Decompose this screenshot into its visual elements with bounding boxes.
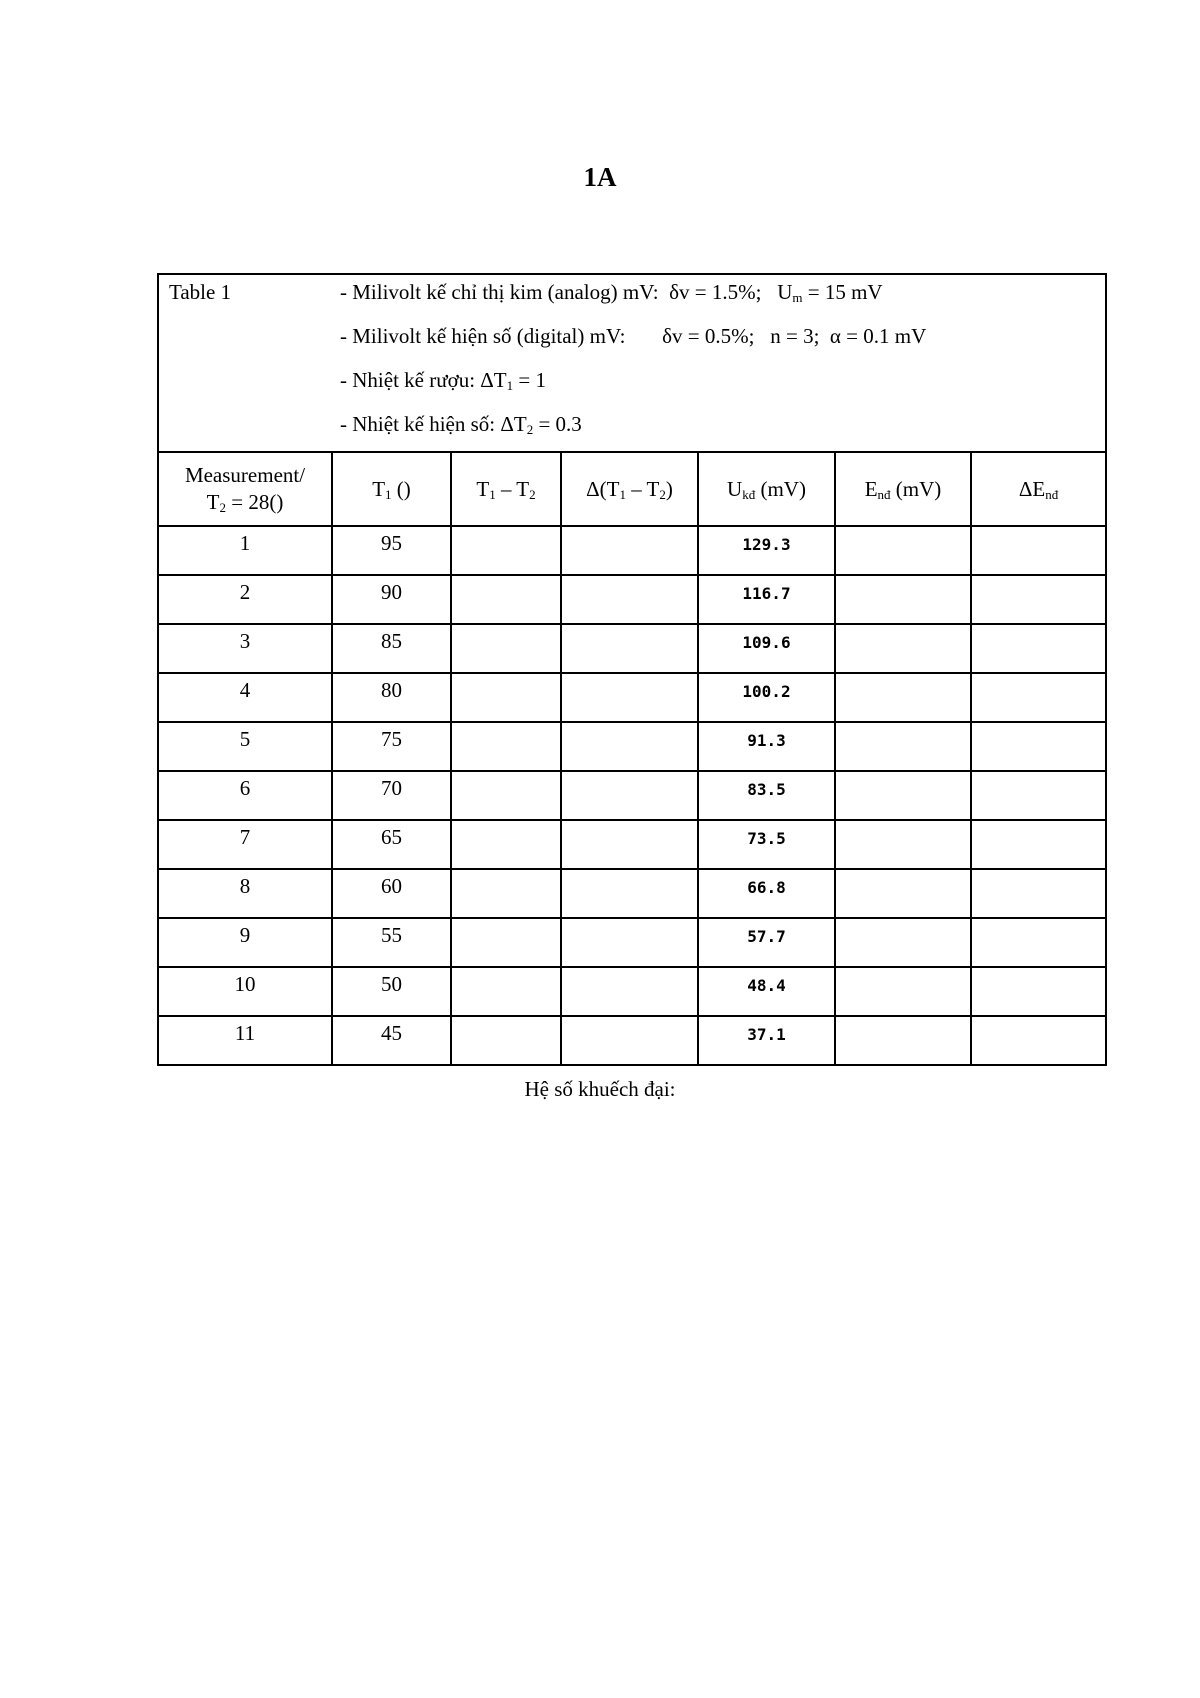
cell-measurement-no: 11: [158, 1016, 332, 1065]
page-title: 1A: [583, 162, 617, 192]
cell-delta-t1-minus-t2: [561, 918, 698, 967]
cell-ukd: [698, 869, 835, 918]
cell-t1: 45: [332, 1016, 451, 1065]
header-ukd: $U_{kđ}$ (mV): [698, 452, 835, 526]
cell-measurement-no: 2: [158, 575, 332, 624]
cell-delta-end: [971, 673, 1106, 722]
cell-t1-minus-t2: [451, 575, 561, 624]
cell-t1-minus-t2: [451, 624, 561, 673]
cell-ukd: [698, 771, 835, 820]
cell-end: [835, 869, 971, 918]
cell-delta-end: [971, 967, 1106, 1016]
cell-delta-end: [971, 771, 1106, 820]
spec-digital-millivoltmeter: - Milivolt kế hiện số (digital) mV: δv = 0.5%; n = 3; α = 0.1 mV: [340, 324, 927, 348]
cell-t1-minus-t2: [451, 967, 561, 1016]
ukd-value: 116.7: [742, 584, 791, 603]
ukd-value: 83.5: [747, 780, 786, 799]
cell-end: [835, 526, 971, 575]
cell-ukd: [698, 722, 835, 771]
cell-t1-minus-t2: [451, 771, 561, 820]
table-row: [158, 526, 1106, 575]
cell-t1: 50: [332, 967, 451, 1016]
table-row: [158, 918, 1106, 967]
cell-delta-end: [971, 624, 1106, 673]
header-measurement: Measurement/ $T_2 = 28()$: [158, 452, 332, 526]
ukd-value: 66.8: [747, 878, 786, 897]
cell-ukd: [698, 1016, 835, 1065]
cell-delta-t1-minus-t2: [561, 624, 698, 673]
header-delta-t1-minus-t2: $\Delta(T_1 - T_2)$: [561, 452, 698, 526]
ukd-value: 91.3: [747, 731, 786, 750]
cell-delta-t1-minus-t2: [561, 771, 698, 820]
table-row: [158, 722, 1106, 771]
cell-end: [835, 575, 971, 624]
cell-ukd: [698, 918, 835, 967]
cell-measurement-no: 5: [158, 722, 332, 771]
cell-t1-minus-t2: [451, 918, 561, 967]
table-info-cell: [158, 274, 1106, 452]
cell-t1: 85: [332, 624, 451, 673]
measurement-table: [157, 273, 1107, 1066]
instrument-specs: [340, 280, 926, 456]
gain-label: Hệ số khuếch đại:: [524, 1077, 676, 1101]
table-row: [158, 967, 1106, 1016]
cell-end: [835, 1016, 971, 1065]
cell-end: [835, 722, 971, 771]
spec-analog-millivoltmeter: - Milivolt kế chỉ thị kim (analog) mV: δv = 1.5%; $U_m = 15$ mV: [340, 280, 883, 305]
header-t1: $T_1$ (): [332, 452, 451, 526]
cell-delta-t1-minus-t2: [561, 1016, 698, 1065]
ukd-value: 129.3: [742, 535, 791, 554]
cell-ukd: [698, 820, 835, 869]
cell-delta-t1-minus-t2: [561, 575, 698, 624]
cell-measurement-no: 9: [158, 918, 332, 967]
ukd-value: 48.4: [747, 976, 786, 995]
cell-t1-minus-t2: [451, 526, 561, 575]
cell-t1: 80: [332, 673, 451, 722]
ukd-value: 37.1: [747, 1025, 786, 1044]
spec-digital-thermometer: - Nhiệt kế hiện số: $\Delta T_2 = 0.3$: [340, 412, 582, 437]
cell-ukd: [698, 624, 835, 673]
table-row: [158, 673, 1106, 722]
cell-measurement-no: 3: [158, 624, 332, 673]
table-header-row: [158, 452, 1106, 526]
header-t1-minus-t2: $T_1 - T_2$: [451, 452, 561, 526]
table-row: [158, 771, 1106, 820]
cell-t1: 70: [332, 771, 451, 820]
cell-delta-end: [971, 820, 1106, 869]
table-row: [158, 869, 1106, 918]
table-body: [158, 526, 1106, 1065]
cell-t1-minus-t2: [451, 1016, 561, 1065]
ukd-value: 100.2: [742, 682, 791, 701]
cell-delta-end: [971, 575, 1106, 624]
table-info-row: [158, 274, 1106, 452]
cell-end: [835, 624, 971, 673]
cell-ukd: [698, 575, 835, 624]
cell-delta-t1-minus-t2: [561, 673, 698, 722]
cell-t1-minus-t2: [451, 722, 561, 771]
cell-delta-t1-minus-t2: [561, 526, 698, 575]
cell-end: [835, 967, 971, 1016]
cell-measurement-no: 1: [158, 526, 332, 575]
cell-measurement-no: 7: [158, 820, 332, 869]
spec-alcohol-thermometer: - Nhiệt kế rượu: $\Delta T_1 = 1$: [340, 368, 546, 393]
header-end: $E_{nđ}$ (mV): [835, 452, 971, 526]
cell-t1: 55: [332, 918, 451, 967]
cell-t1: 60: [332, 869, 451, 918]
cell-t1-minus-t2: [451, 673, 561, 722]
cell-ukd: [698, 967, 835, 1016]
cell-t1: 90: [332, 575, 451, 624]
cell-end: [835, 673, 971, 722]
cell-delta-t1-minus-t2: [561, 820, 698, 869]
cell-t1: 75: [332, 722, 451, 771]
cell-delta-end: [971, 869, 1106, 918]
cell-measurement-no: 6: [158, 771, 332, 820]
cell-t1-minus-t2: [451, 869, 561, 918]
cell-measurement-no: 10: [158, 967, 332, 1016]
table-row: [158, 1016, 1106, 1065]
cell-end: [835, 771, 971, 820]
cell-delta-t1-minus-t2: [561, 967, 698, 1016]
table-label: Table 1: [169, 280, 232, 304]
cell-end: [835, 918, 971, 967]
cell-measurement-no: 8: [158, 869, 332, 918]
cell-delta-end: [971, 918, 1106, 967]
ukd-value: 73.5: [747, 829, 786, 848]
cell-measurement-no: 4: [158, 673, 332, 722]
cell-delta-end: [971, 526, 1106, 575]
cell-delta-end: [971, 1016, 1106, 1065]
cell-t1-minus-t2: [451, 820, 561, 869]
cell-ukd: [698, 526, 835, 575]
table-row: [158, 575, 1106, 624]
table-row: [158, 624, 1106, 673]
cell-delta-t1-minus-t2: [561, 869, 698, 918]
cell-t1: 95: [332, 526, 451, 575]
cell-end: [835, 820, 971, 869]
table-row: [158, 820, 1106, 869]
ukd-value: 57.7: [747, 927, 786, 946]
ukd-value: 109.6: [742, 633, 791, 652]
cell-delta-t1-minus-t2: [561, 722, 698, 771]
cell-delta-end: [971, 722, 1106, 771]
cell-ukd: [698, 673, 835, 722]
cell-t1: 65: [332, 820, 451, 869]
header-delta-end: $\Delta E_{nđ}$: [971, 452, 1106, 526]
